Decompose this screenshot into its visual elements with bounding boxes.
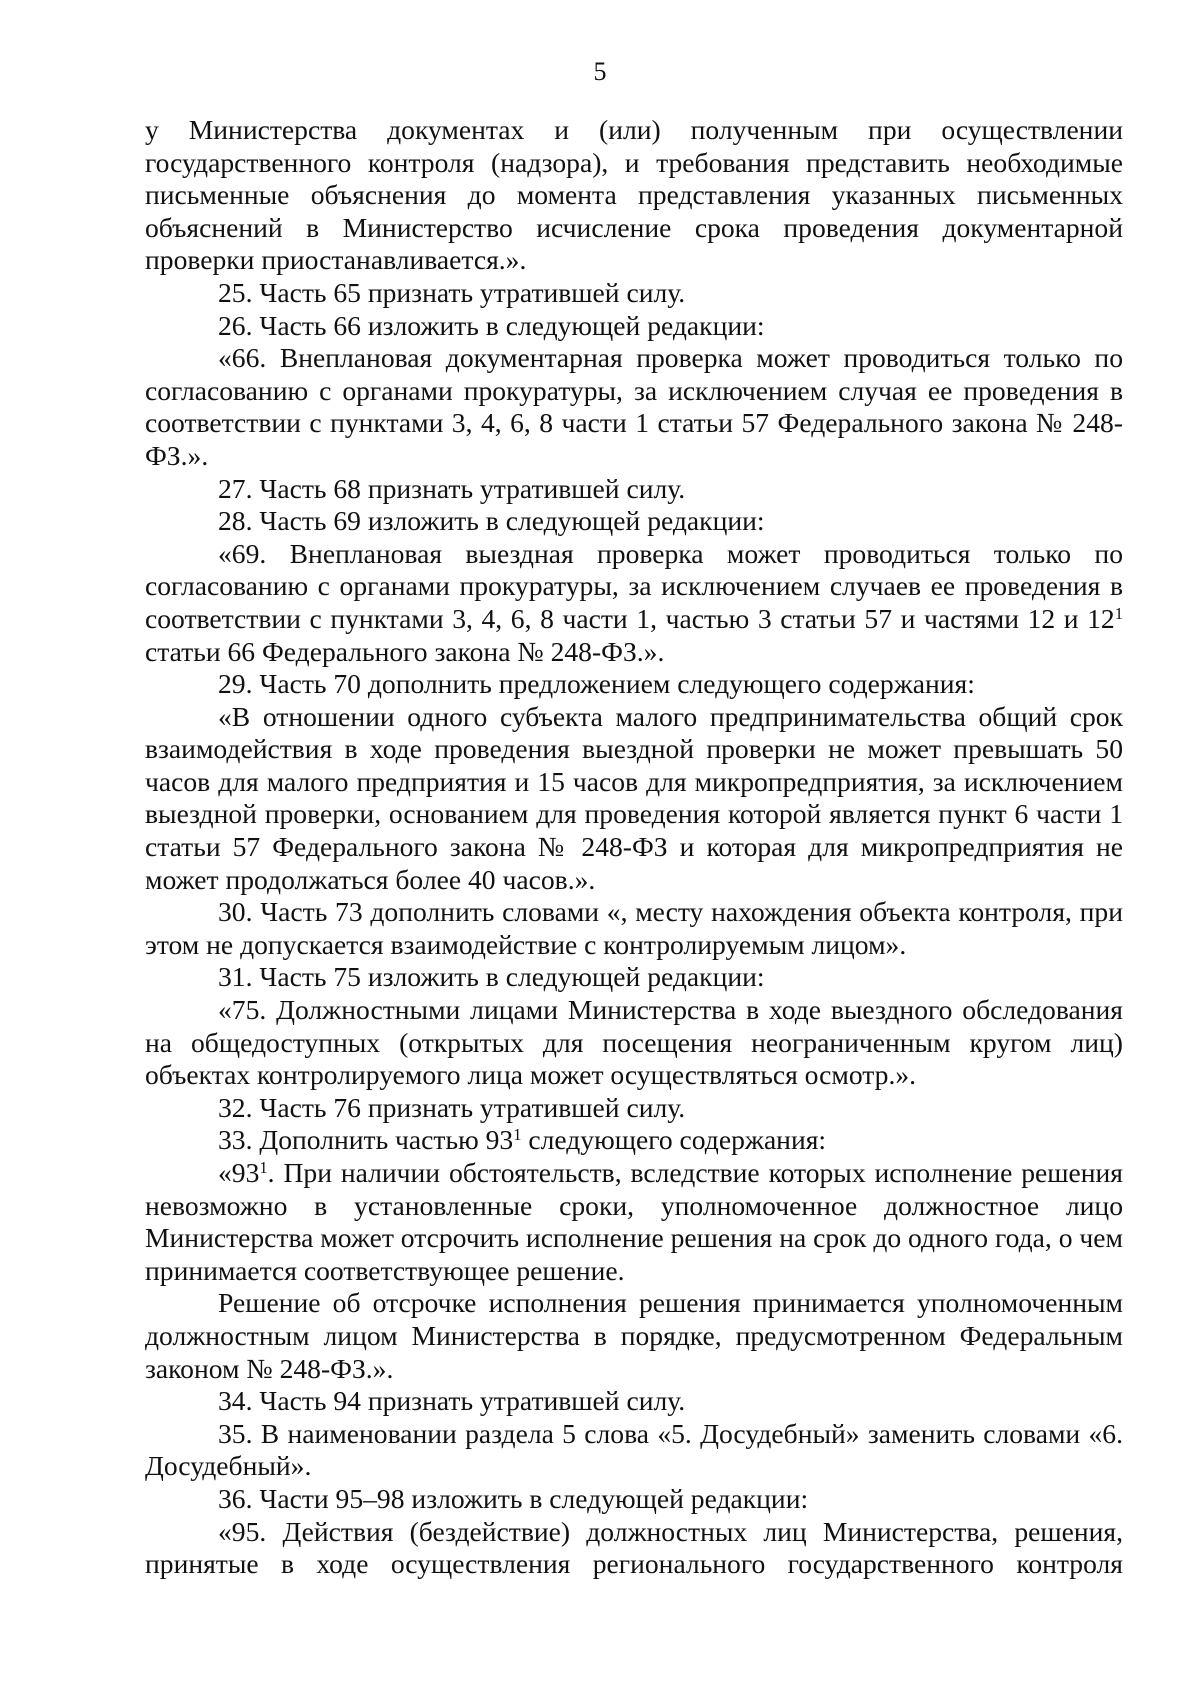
paragraph-item-34: 34. Часть 94 признать утратившей силу. — [218, 1385, 686, 1417]
paragraph-quote-93-1-continued: Решение об отсрочке исполнения решения принимается уполномоченным должностным лицом Министерства в порядке, предусмотренном Федеральным законом № 248-ФЗ.». — [145, 1287, 1123, 1384]
paragraph-item-26: 26. Часть 66 изложить в следующей редакции: — [218, 309, 765, 341]
superscript: 1 — [513, 1125, 522, 1145]
paragraph-quote-95: «95. Действия (бездействие) должностных лиц Министерства, решения, принятые в ходе осуществления регионального государственного контроля — [145, 1515, 1123, 1580]
document-body — [145, 114, 1123, 1581]
paragraph-item-32: 32. Часть 76 признать утратившей силу. — [218, 1091, 686, 1123]
paragraph-quote-70: «В отношении одного субъекта малого предпринимательства общий срок взаимодействия в ходе проведения выездной проверки не может превышать 50 часов для малого предприятия и 15 часов для микропредприятия, за исключением выездной проверки, основанием для проведения которой является пункт 6 части 1 статьи 57 Федерального закона № 248-ФЗ и которая для микропредприятия не может продолжаться более 40 часов.». — [145, 700, 1123, 895]
paragraph-item-30: 30. Часть 73 дополнить словами «, месту нахождения объекта контроля, при этом не допускается взаимодействие с контролируемым лицом». — [145, 896, 1123, 960]
paragraph-text: «69. Внеплановая выездная проверка может проводиться только по согласованию с органами прокуратуры, за исключением случаев ее проведения в соответствии с пунктами 3, 4, 6, 8 части 1, частью 3 статьи 57 и частями 12 и 12 — [145, 537, 1123, 634]
paragraph-text: «93 — [218, 1157, 260, 1188]
paragraph-quote-69 — [145, 538, 1123, 668]
page-number: 5 — [593, 57, 607, 86]
superscript: 1 — [259, 1157, 268, 1177]
paragraph-text: следующего содержания: — [521, 1124, 827, 1156]
paragraph-quote-66: «66. Внеплановая документарная проверка может проводиться только по согласованию с органами прокуратуры, за исключением случая ее проведения в соответствии с пунктами 3, 4, 6, 8 части 1 статьи 57 Федерального закона № 248-ФЗ.». — [145, 342, 1123, 471]
paragraph-item-33 — [145, 1124, 1123, 1157]
paragraph-quote-93-1 — [145, 1157, 1123, 1287]
paragraph-quote-75: «75. Должностными лицами Министерства в ходе выездного обследования на общедоступных (открытых для посещения неограниченным кругом лиц) объектах контролируемого лица может осуществляться осмотр.». — [145, 994, 1123, 1091]
paragraph-item-29: 29. Часть 70 дополнить предложением следующего содержания: — [218, 668, 975, 700]
paragraph-item-36: 36. Части 95–98 изложить в следующей редакции: — [218, 1482, 809, 1514]
superscript: 1 — [1114, 603, 1123, 623]
paragraph-item-31: 31. Часть 75 изложить в следующей редакции: — [218, 961, 765, 993]
paragraph-text: . При наличии обстоятельств, вследствие которых исполнение решения невозможно в установленные сроки, уполномоченное должностное лицо Министерства может отсрочить исполнение решения на срок до одного года, о чем принимается соответствующее решение. — [145, 1157, 1123, 1286]
paragraph-item-35: 35. В наименовании раздела 5 слова «5. Досудебный» заменить словами «6. Досудебный». — [145, 1417, 1123, 1482]
paragraph-text: 33. Дополнить частью 93 — [218, 1124, 514, 1156]
paragraph-item-25: 25. Часть 65 признать утратившей силу. — [218, 276, 686, 308]
paragraph-continuation: у Министерства документах и (или) полученным при осуществлении государственного контроля (надзора), и требования представить необходимые письменные объяснения до момента представления указанных письменных объяснений в Министерство исчисление срока проведения документарной проверки приостанавливается.». — [145, 114, 1123, 276]
paragraph-item-28: 28. Часть 69 изложить в следующей редакции: — [218, 505, 765, 537]
paragraph-text: статьи 66 Федерального закона № 248-ФЗ.». — [145, 635, 665, 667]
paragraph-item-27: 27. Часть 68 признать утратившей силу. — [218, 472, 686, 504]
